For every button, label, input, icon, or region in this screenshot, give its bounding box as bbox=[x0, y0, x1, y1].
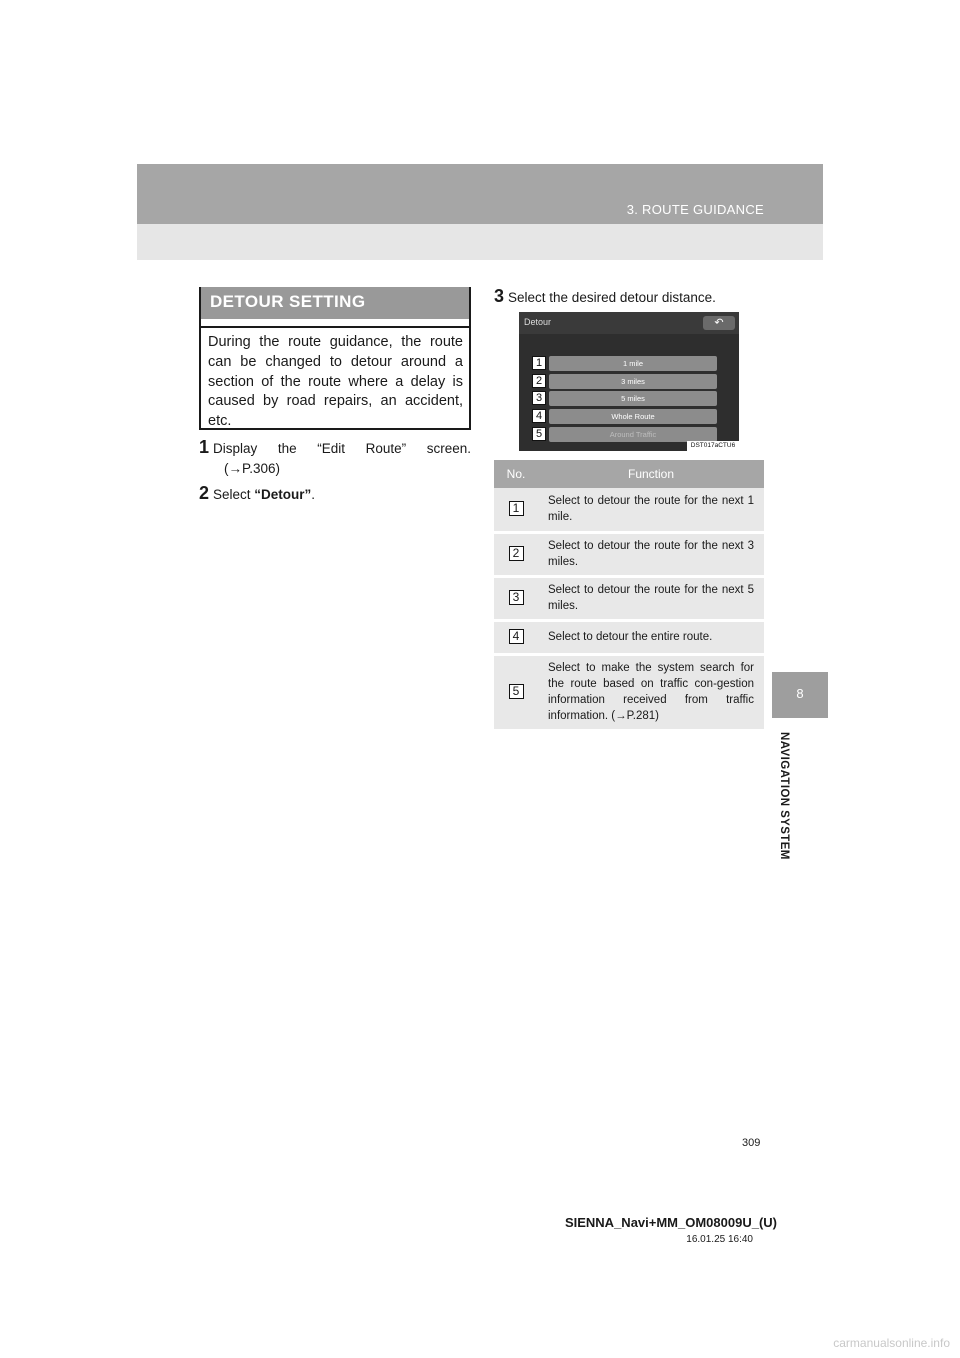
section-title: 3. ROUTE GUIDANCE bbox=[626, 202, 764, 217]
number-badge: 1 bbox=[509, 501, 524, 516]
chapter-number: 8 bbox=[796, 686, 804, 701]
table-row bbox=[494, 620, 764, 654]
print-timestamp: 16.01.25 16:40 bbox=[686, 1234, 753, 1245]
table-header-no: No. bbox=[494, 460, 538, 488]
document-code: SIENNA_Navi+MM_OM08009U_(U) bbox=[564, 1215, 777, 1230]
screen-callout-1: 1 bbox=[532, 356, 546, 370]
step-3 bbox=[494, 286, 764, 308]
chapter-label bbox=[770, 732, 800, 872]
table-cell-no bbox=[494, 576, 538, 620]
table-row bbox=[494, 576, 764, 620]
table-cell-no bbox=[494, 654, 538, 730]
screen-option-3-miles[interactable]: 3 miles bbox=[549, 374, 717, 389]
screen-title: Detour bbox=[524, 317, 552, 327]
page-number: 309 bbox=[742, 1137, 761, 1149]
screen-option-1-mile[interactable]: 1 mile bbox=[549, 356, 717, 371]
screen-callout-2: 2 bbox=[532, 374, 546, 388]
table-cell-function: Select to detour the route for the next 3 miles. bbox=[538, 532, 764, 576]
step-1-number: 1 bbox=[199, 437, 210, 457]
table-header-row bbox=[494, 460, 764, 488]
number-badge: 3 bbox=[509, 590, 524, 605]
step-2-prefix: Select bbox=[213, 487, 255, 502]
step-2 bbox=[199, 483, 471, 505]
table-row bbox=[494, 532, 764, 576]
detour-setting-box bbox=[199, 287, 471, 430]
number-badge: 4 bbox=[509, 629, 524, 644]
detour-screen-image bbox=[519, 312, 739, 451]
table-row bbox=[494, 488, 764, 532]
header-sub-band bbox=[137, 224, 823, 260]
detour-setting-body: During the route guidance, the route can be changed to detour around a section of the route where a delay is caused by road repairs, an accident, etc. bbox=[208, 334, 463, 430]
table-header-function: Function bbox=[538, 460, 764, 488]
table-row bbox=[494, 654, 764, 730]
function-table bbox=[494, 460, 764, 732]
screen-callout-4: 4 bbox=[532, 409, 546, 423]
watermark: carmanualsonline.info bbox=[833, 1336, 950, 1350]
screen-callout-3: 3 bbox=[532, 391, 546, 405]
detour-setting-header bbox=[201, 287, 469, 319]
table-cell-function: Select to detour the route for the next 5 miles. bbox=[538, 576, 764, 620]
number-badge: 2 bbox=[509, 546, 524, 561]
chapter-tab bbox=[772, 672, 828, 718]
step-2-target: “Detour” bbox=[254, 487, 312, 502]
screen-option-5-miles[interactable]: 5 miles bbox=[549, 391, 717, 406]
back-arrow-icon[interactable]: ↶ bbox=[703, 316, 735, 330]
screen-callout-5: 5 bbox=[532, 427, 546, 441]
step-1 bbox=[199, 437, 471, 479]
table-cell-function: Select to detour the route for the next 1 mile. bbox=[538, 488, 764, 532]
number-badge: 5 bbox=[509, 684, 524, 699]
step-3-number: 3 bbox=[494, 286, 505, 306]
table-cell-function: Select to make the system search for the route based on traffic con-gestion information received from traffic information. (→P.281) bbox=[538, 654, 764, 730]
table-cell-function: Select to detour the entire route. bbox=[538, 620, 764, 654]
chapter-label-text: NAVIGATION SYSTEM bbox=[778, 732, 790, 860]
screen-option-around-traffic[interactable]: Around Traffic bbox=[549, 427, 717, 442]
step-2-number: 2 bbox=[199, 483, 210, 503]
table-cell-no bbox=[494, 532, 538, 576]
step-1-text: Display the “Edit Route” screen. bbox=[213, 441, 471, 456]
screen-image-code: DST017aCTU6 bbox=[687, 441, 739, 451]
step-1-reference: (→P.306) bbox=[224, 461, 281, 476]
table-cell-no bbox=[494, 620, 538, 654]
step-3-text: Select the desired detour distance. bbox=[508, 290, 716, 305]
step-2-suffix: . bbox=[311, 487, 316, 502]
table-cell-no bbox=[494, 488, 538, 532]
screen-option-whole-route[interactable]: Whole Route bbox=[549, 409, 717, 424]
detour-setting-title: DETOUR SETTING bbox=[210, 292, 366, 311]
